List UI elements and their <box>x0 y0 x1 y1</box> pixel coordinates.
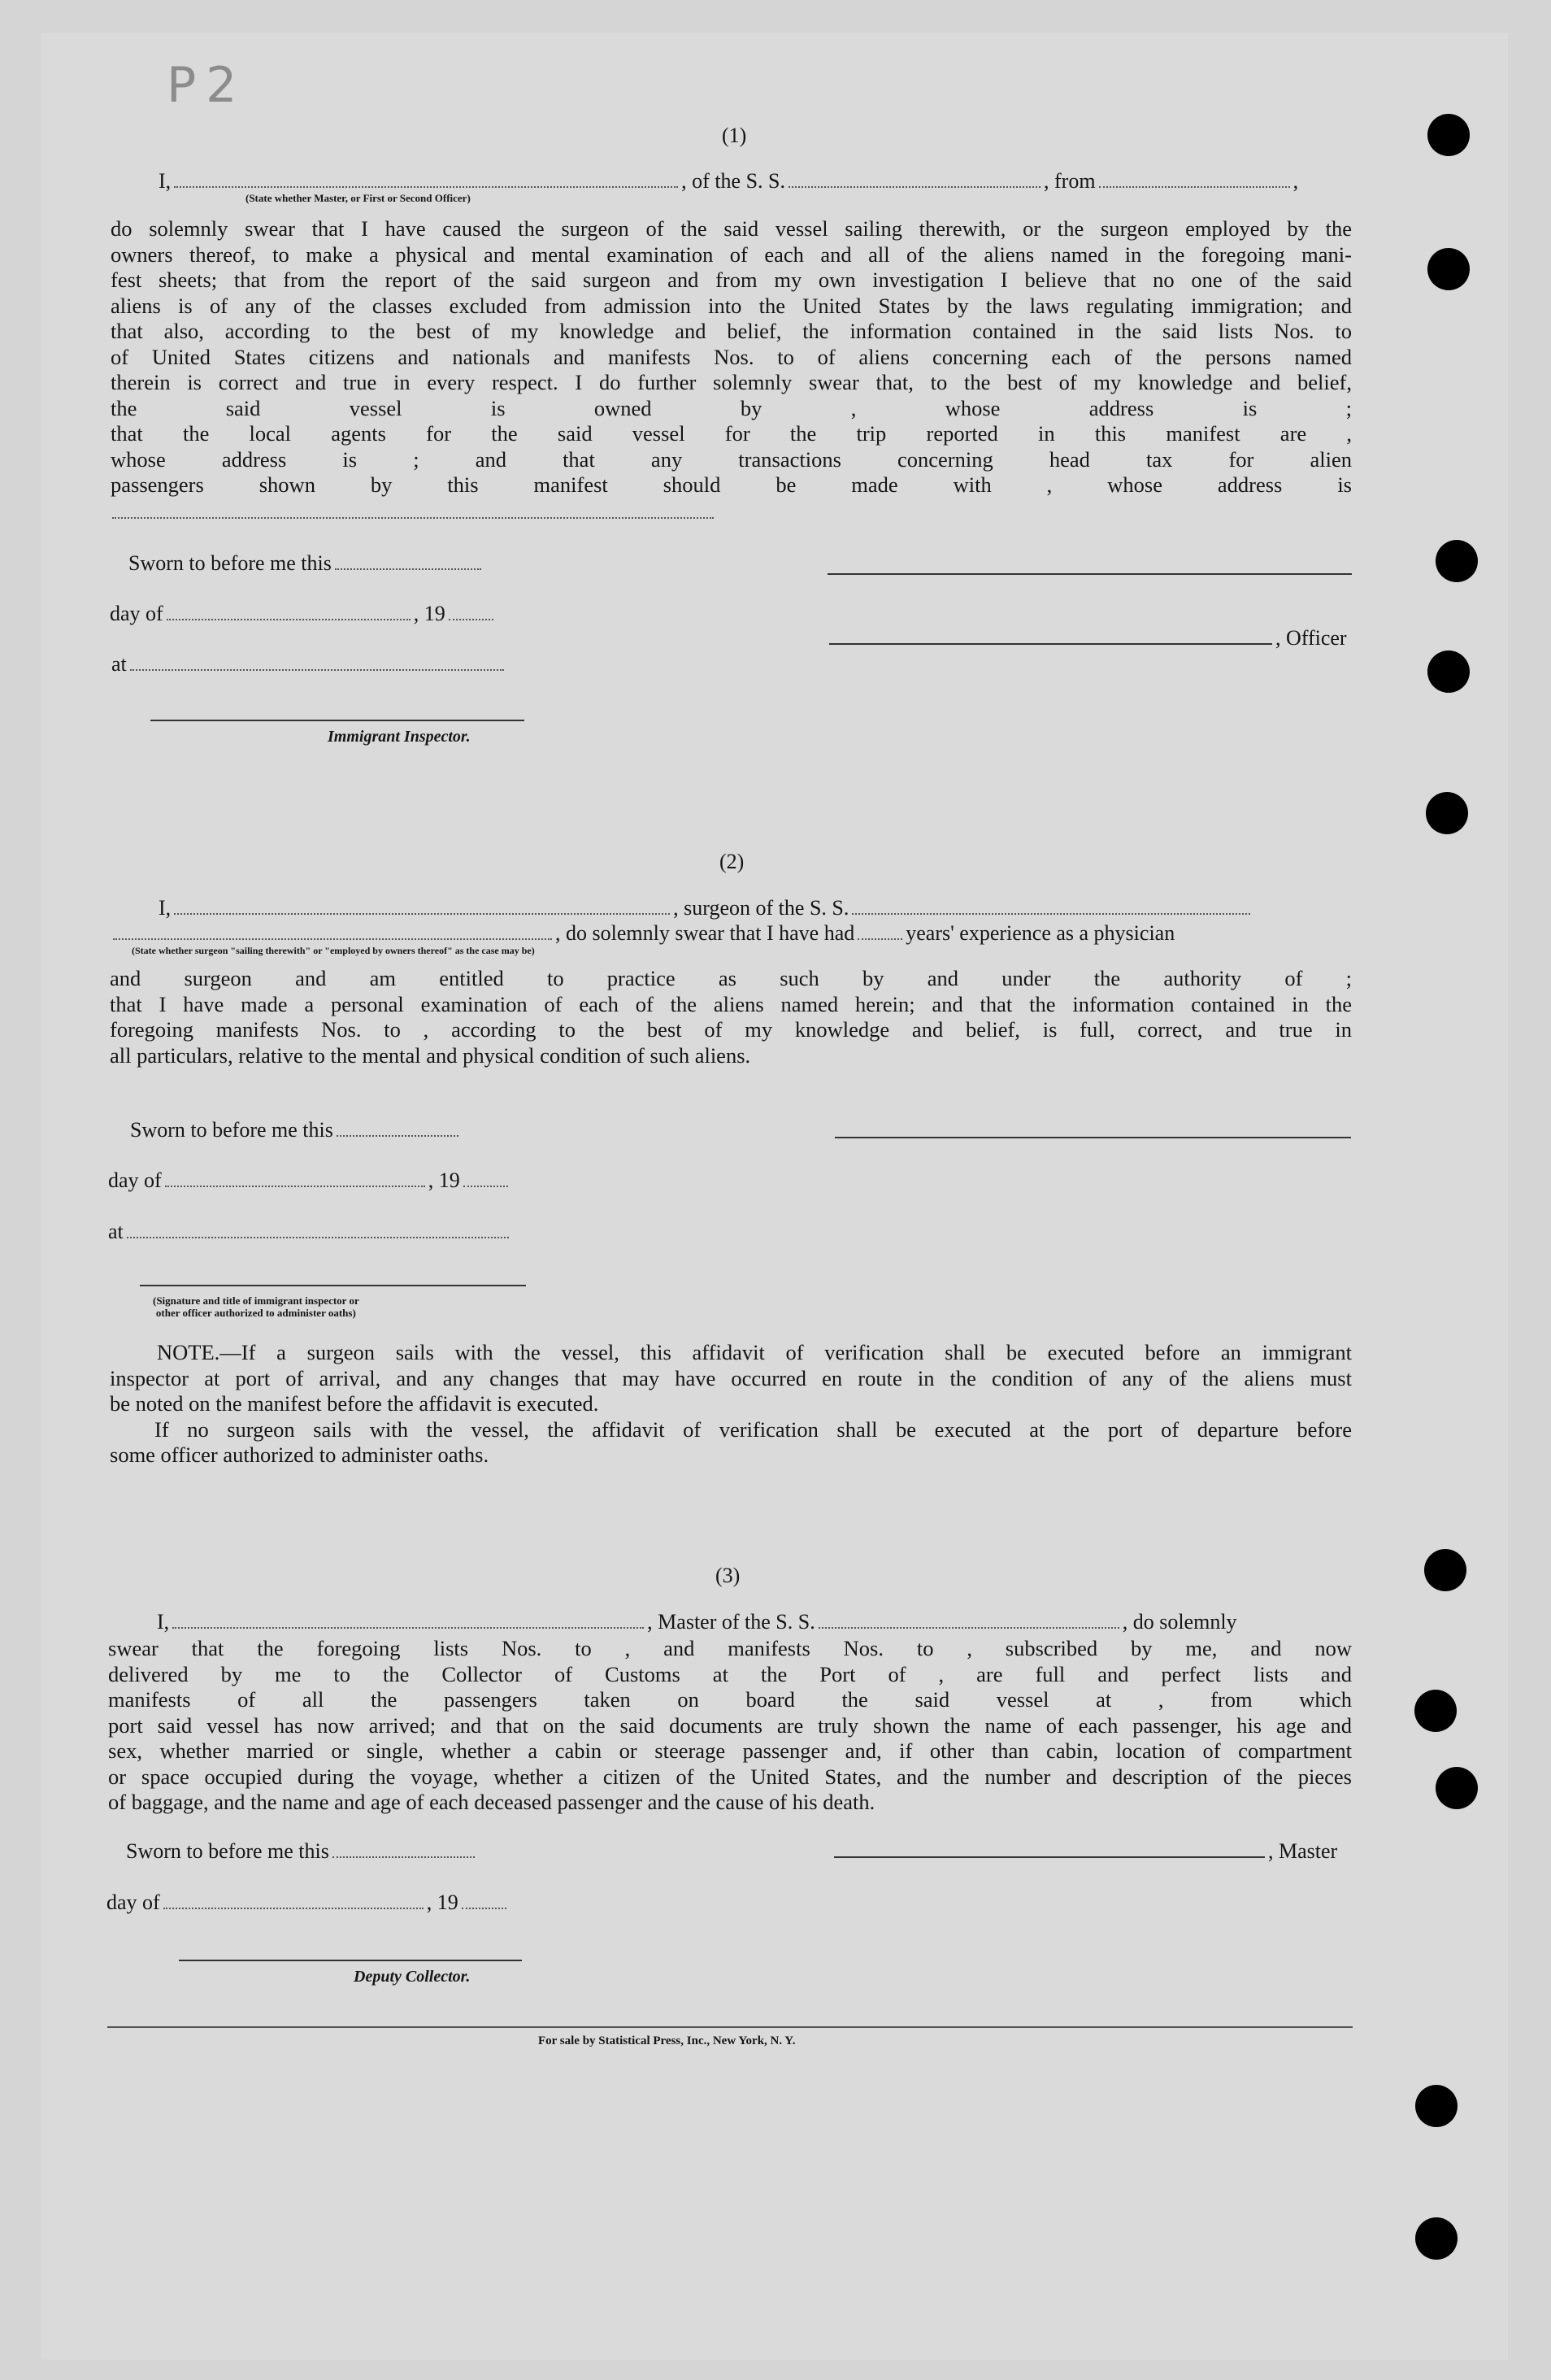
sworn-label: Sworn to before me this <box>128 551 332 575</box>
body-line: swear that the foregoing lists Nos. to , and manifests Nos. to , subscribed by me, and now <box>108 1636 1352 1660</box>
section-1-sworn <box>128 551 484 576</box>
section-2-caption2 <box>153 1294 359 1319</box>
years-field[interactable] <box>858 938 902 940</box>
note-line: If no surgeon sails with the vessel, the affidavit of verification shall be executed at the port of departure before <box>154 1416 1352 1442</box>
body-line: therein is correct and true in every respect. I do further solemnly swear that, to the best of my knowledge and belief, <box>111 370 1352 394</box>
from-label: , from <box>1044 169 1096 193</box>
body-line: and surgeon and am entitled to practice as such by and under the authority of ; <box>110 966 1352 990</box>
body-line: do solemnly swear that I have caused the surgeon of the said vessel sailing therewith, or the surgeon employed by the <box>111 216 1352 241</box>
section-2-line1 <box>159 896 1253 920</box>
at-label: at <box>111 652 127 676</box>
surgeon-name-field[interactable] <box>174 912 670 915</box>
body-line: of United States citizens and nationals and manifests Nos. to of aliens concerning each of the persons named <box>111 344 1352 369</box>
master-label: , Master <box>1268 1839 1338 1863</box>
sworn-date-field[interactable] <box>332 1856 475 1858</box>
at-field[interactable] <box>127 1236 509 1238</box>
section-2-sworn <box>130 1118 462 1142</box>
sworn-label: Sworn to before me this <box>126 1839 329 1863</box>
year-label: , 19 <box>426 1891 458 1914</box>
officer-rank-field[interactable] <box>174 185 678 188</box>
surgeon-status-field[interactable] <box>113 938 552 940</box>
master-ss-label: , Master of the S. S. <box>647 1610 815 1634</box>
officer-label: , Officer <box>1275 626 1347 650</box>
prefix: I, <box>157 1610 170 1634</box>
section-1-line1: I, , of the S. S. , from , <box>159 169 1299 193</box>
section-2-caption: (State whether surgeon "sailing therewith" or "employed by owners thereof" as the case may be) <box>132 945 535 956</box>
vessel-name-field[interactable] <box>852 912 1250 915</box>
inspector-signature-line[interactable] <box>150 720 524 721</box>
section-2-at <box>108 1220 512 1244</box>
section-1-officer-line <box>826 626 1347 650</box>
year-label: , 19 <box>428 1168 460 1192</box>
punch-hole-2 <box>1427 248 1470 290</box>
punch-hole-4 <box>1427 650 1470 693</box>
footer-rule <box>107 2026 1353 2028</box>
body-line: fest sheets; that from the report of the said surgeon and from my own investigation I believe that no one of the said <box>111 268 1352 292</box>
note-line: be noted on the manifest before the affidavit is executed. <box>110 1391 599 1416</box>
body-line: sex, whether married or single, whether a cabin or steerage passenger and, if other than cabin, location of compartment <box>108 1738 1352 1763</box>
master-name-field[interactable] <box>172 1626 644 1629</box>
collector-label: Deputy Collector. <box>354 1968 471 1986</box>
port-from-field[interactable] <box>1099 185 1290 188</box>
ss-label: , of the S. S. <box>681 169 786 193</box>
section-3-sworn <box>126 1839 478 1864</box>
year-field[interactable] <box>462 1907 506 1909</box>
inspector-signature-line[interactable] <box>140 1285 526 1286</box>
year-field[interactable] <box>449 618 493 620</box>
section-2-note <box>110 1340 1352 1468</box>
punch-hole-1 <box>1427 114 1470 156</box>
body-line: manifests of all the passengers taken on board the said vessel at , from which <box>108 1687 1352 1712</box>
body-line: that I have made a personal examination of each of the aliens named herein; and that the information contained in the <box>110 991 1352 1016</box>
vessel-name-field[interactable] <box>789 185 1041 188</box>
caption-line: (Signature and title of immigrant inspector or <box>153 1294 359 1307</box>
collector-signature-line[interactable] <box>179 1960 522 1961</box>
day-label: day of <box>110 602 163 625</box>
punch-hole-6 <box>1424 1549 1466 1591</box>
day-label: day of <box>106 1891 160 1914</box>
punch-hole-3 <box>1436 540 1478 582</box>
at-field[interactable] <box>130 668 504 671</box>
body-line: of baggage, and the name and age of each deceased passenger and the cause of his death. <box>108 1790 875 1814</box>
note-line: NOTE.—If a surgeon sails with the vessel, this affidavit of verification shall be executed before an immigrant <box>157 1340 1352 1364</box>
surgeon-signature-line[interactable] <box>835 1137 1351 1138</box>
solemnly-label: , do solemnly <box>1122 1610 1237 1634</box>
inspector-label: Immigrant Inspector. <box>328 728 471 746</box>
day-field[interactable] <box>167 618 411 620</box>
body-line: all particulars, relative to the mental and physical condition of such aliens. <box>110 1042 751 1068</box>
section-3-master-line <box>831 1839 1337 1864</box>
punch-hole-10 <box>1415 2217 1458 2260</box>
body-line: foregoing manifests Nos. to , according to the best of my knowledge and belief, is full, correct, and true in <box>110 1017 1352 1042</box>
section-3-day <box>106 1891 510 1915</box>
punch-hole-7 <box>1414 1690 1457 1732</box>
section-3-number: (3) <box>715 1564 741 1587</box>
prefix: I, <box>159 169 172 193</box>
vessel-name-field[interactable] <box>819 1626 1119 1629</box>
day-field[interactable] <box>163 1907 424 1909</box>
section-1-body <box>111 216 1352 498</box>
section-2-day <box>108 1168 511 1193</box>
years-label: years' experience as a physician <box>906 921 1175 945</box>
punch-hole-9 <box>1415 2085 1458 2127</box>
caption-line: other officer authorized to administer oaths) <box>155 1307 356 1319</box>
day-label: day of <box>108 1168 162 1192</box>
body-line: owners thereof, to make a physical and mental examination of each and all of the aliens named in the foregoing mani- <box>111 241 1352 267</box>
body-line: the said vessel is owned by , whose address is ; <box>111 395 1352 420</box>
note-line: some officer authorized to administer oaths. <box>110 1442 489 1467</box>
signature-line[interactable] <box>828 573 1352 575</box>
body-line: passengers shown by this manifest should be made with , whose address is <box>111 472 1352 497</box>
prefix: I, <box>159 896 172 920</box>
note-line: inspector at port of arrival, and any changes that may have occurred en route in the condition of any of the aliens must <box>110 1365 1352 1390</box>
section-1-caption: (State whether Master, or First or Second Officer) <box>245 192 471 204</box>
punch-hole-8 <box>1436 1767 1478 1809</box>
day-field[interactable] <box>165 1185 425 1187</box>
section-2-line2 <box>110 921 1175 946</box>
at-label: at <box>108 1220 124 1243</box>
officer-signature-field[interactable] <box>829 642 1272 645</box>
sworn-label: Sworn to before me this <box>130 1118 333 1142</box>
punch-hole-5 <box>1426 792 1468 834</box>
sworn-date-field[interactable] <box>337 1134 458 1137</box>
section-1-address-field[interactable] <box>112 517 714 519</box>
body-line: aliens is of any of the classes excluded from admission into the United States by the laws regulating immigration; and <box>111 293 1352 318</box>
surgeon-ss-label: , surgeon of the S. S. <box>673 896 849 920</box>
body-line: delivered by me to the Collector of Customs at the Port of , are full and perfect lists and <box>108 1661 1352 1686</box>
body-line: or space occupied during the voyage, whether a citizen of the United States, and the number and description of the pieces <box>108 1764 1352 1789</box>
body-line: that the local agents for the said vessel for the trip reported in this manifest are , <box>111 421 1352 446</box>
section-3-line1 <box>157 1610 1237 1634</box>
year-label: , 19 <box>413 602 445 625</box>
section-3-body <box>108 1636 1352 1816</box>
body-line: that also, according to the best of my knowledge and belief, the information contained in the said lists Nos. to <box>111 319 1352 343</box>
corner-mark: P2 <box>167 57 247 114</box>
sworn-date-field[interactable] <box>335 568 481 570</box>
section-2-body <box>110 966 1352 1068</box>
swear-label: , do solemnly swear that I have had <box>555 921 855 945</box>
section-1-day <box>110 602 497 626</box>
body-line: port said vessel has now arrived; and that on the said documents are truly shown the name of each passenger, his age and <box>108 1712 1352 1738</box>
body-line: whose address is ; and that any transactions concerning head tax for alien <box>111 446 1352 472</box>
section-2-number: (2) <box>719 850 745 873</box>
master-signature-field[interactable] <box>834 1856 1265 1858</box>
footer-text: For sale by Statistical Press, Inc., New York, N. Y. <box>538 2034 796 2047</box>
section-1-number: (1) <box>722 124 747 147</box>
section-1-at <box>111 652 507 677</box>
year-field[interactable] <box>463 1185 508 1187</box>
